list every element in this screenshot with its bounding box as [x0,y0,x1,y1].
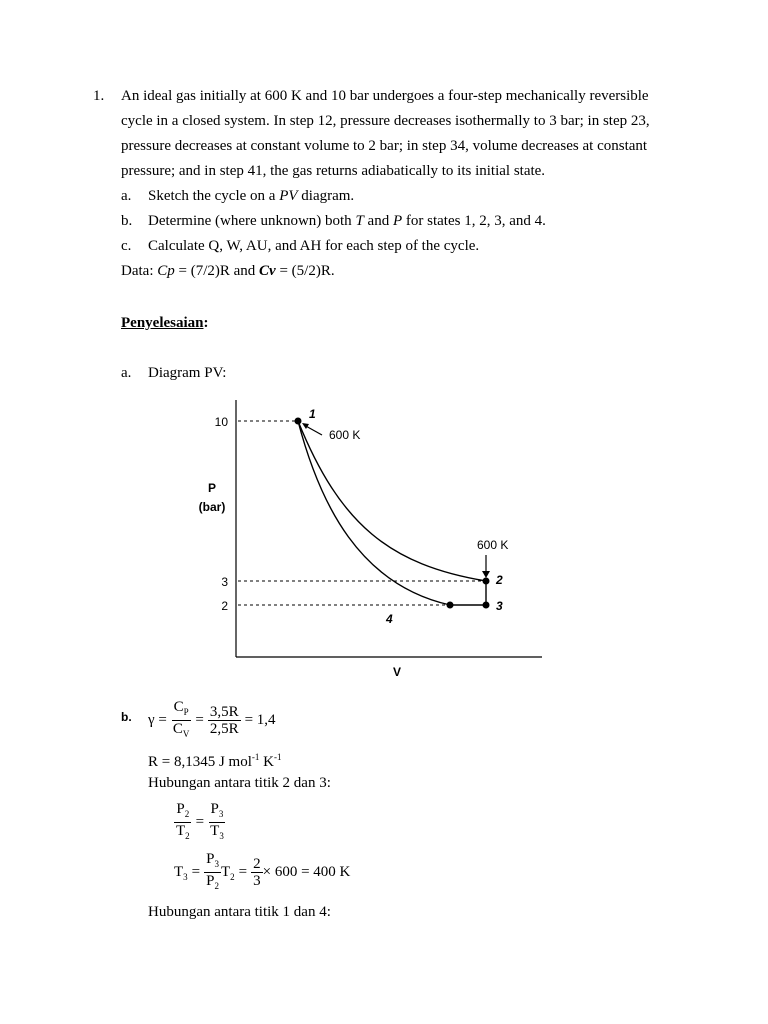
y-axis-label: P [207,481,217,495]
annotation-600k-2: 600 K [477,538,509,552]
y-tick-2: 2 [221,599,228,613]
point-1 [295,418,302,425]
relation-1-4: Hubungan antara titik 1 dan 4: [148,904,331,920]
part-a-label: a. [121,365,132,381]
problem-line-3: pressure decreases at constant volume to 2 bar; in step 34, volume decreases at constant [121,138,648,154]
t3-equation: $T_3$ = $\frac{P_3}{P_2}$ $T_2$ = $\frac{2}{3}$ × 600 = 400 K [174,851,351,891]
part-a-text: Diagram PV: [148,365,227,381]
r-constant: R = 8,1345 J mol$^{-1}$ $K^{-1}$ [148,752,282,770]
solution-heading: Penyelesaian: [121,315,209,331]
point-label-2: 2 [496,573,503,587]
point-label-3: 3 [496,599,503,613]
ratio-equation: $\frac{P_2}{T_2}$ = $\frac{P_3}{T_3}$ [176,801,224,841]
relation-2-3: Hubungan antara titik 2 dan 3: [148,775,331,791]
problem-line-2: cycle in a closed system. In step 12, pressure decreases isothermally to 3 bar; in step 23, [121,113,650,129]
problem-line-1: An ideal gas initially at 600 K and 10 bar undergoes a four-step mechanically reversible [121,88,649,104]
arrowhead-600k-2 [482,571,490,578]
y-tick-10: 10 [214,415,228,429]
y-axis-unit: (bar) [198,500,226,514]
gamma-equation: γ = $\frac{C_P}{C_V}$ = $\frac{3,5R}{2,5R}$ = 1,4 [148,699,276,739]
item-a-label: a. [121,188,132,204]
item-b-text: Determine (where unknown) both T and P for states 1, 2, 3, and 4. [148,213,546,229]
problem-number: 1. [93,88,105,104]
item-a-text: Sketch the cycle on a PV diagram. [148,188,355,204]
item-c-label: c. [121,238,132,254]
problem-line-4: pressure; and in step 41, the gas returns adiabatically to its initial state. [121,163,546,179]
item-b-label: b. [121,213,133,229]
point-label-4: 4 [386,612,393,626]
arrowhead-600k-1 [302,423,309,429]
y-tick-3: 3 [221,575,228,589]
item-c-text: Calculate Q, W, AU, and AH for each step of the cycle. [148,238,480,254]
point-3 [483,602,490,609]
point-label-1: 1 [309,407,316,421]
part-b-label: b. [121,710,132,724]
x-axis-label: V [392,665,402,679]
adiabat-4-1 [298,421,450,605]
point-2 [483,578,490,585]
annotation-600k-1: 600 K [329,428,361,442]
pv-diagram [0,395,768,695]
point-4 [447,602,454,609]
data-line: Data: Cp = (7/2)R and Cv = (5/2)R. [121,263,335,279]
